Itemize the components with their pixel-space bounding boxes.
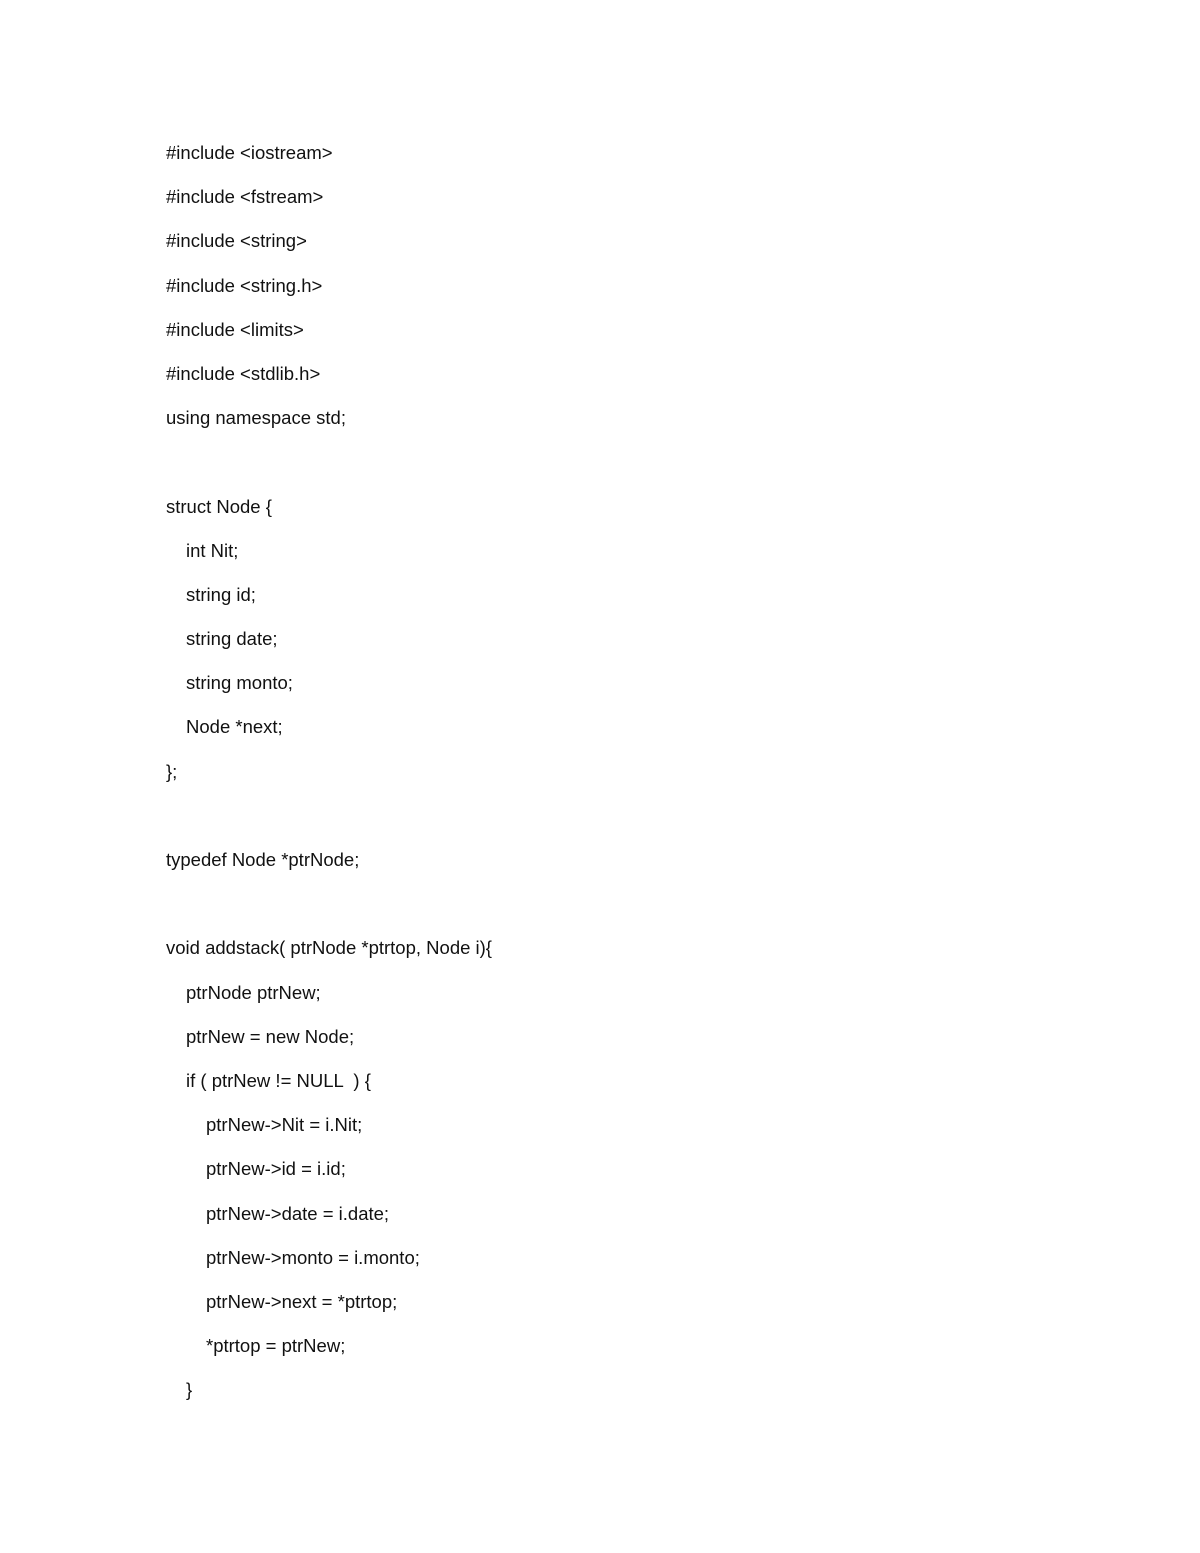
code-line: ptrNew = new Node; [186, 1025, 355, 1047]
code-line: ptrNew->monto = i.monto; [206, 1246, 420, 1268]
code-line: ptrNew->next = *ptrtop; [206, 1290, 398, 1312]
code-line: ptrNew->Nit = i.Nit; [206, 1114, 363, 1136]
code-line: #include <stdlib.h> [166, 362, 321, 384]
code-line: ptrNew->date = i.date; [206, 1202, 390, 1224]
code-line: int Nit; [186, 539, 239, 561]
code-line: Node *next; [186, 716, 283, 738]
code-line: #include <fstream> [166, 186, 324, 208]
code-line: *ptrtop = ptrNew; [206, 1335, 346, 1357]
code-line: } [186, 1379, 193, 1401]
code-line: ptrNode ptrNew; [186, 981, 321, 1003]
code-line: using namespace std; [166, 407, 346, 429]
code-line: #include <string> [166, 230, 307, 252]
code-line: void addstack( ptrNode *ptrtop, Node i){ [166, 937, 492, 959]
code-listing [166, 138, 1066, 1419]
blank-line [166, 889, 1066, 933]
code-line: }; [166, 760, 178, 782]
code-line: #include <string.h> [166, 274, 323, 296]
code-line: if ( ptrNew != NULL ) { [186, 1069, 371, 1091]
code-line: struct Node { [166, 495, 272, 517]
blank-line [166, 801, 1066, 845]
code-line: #include <iostream> [166, 142, 333, 163]
blank-line [166, 447, 1066, 491]
code-line: #include <limits> [166, 318, 304, 340]
code-line: string id; [186, 583, 256, 605]
code-line: string date; [186, 628, 278, 650]
code-line: string monto; [186, 672, 293, 694]
code-line: typedef Node *ptrNode; [166, 849, 360, 870]
code-line: ptrNew->id = i.id; [206, 1158, 346, 1180]
